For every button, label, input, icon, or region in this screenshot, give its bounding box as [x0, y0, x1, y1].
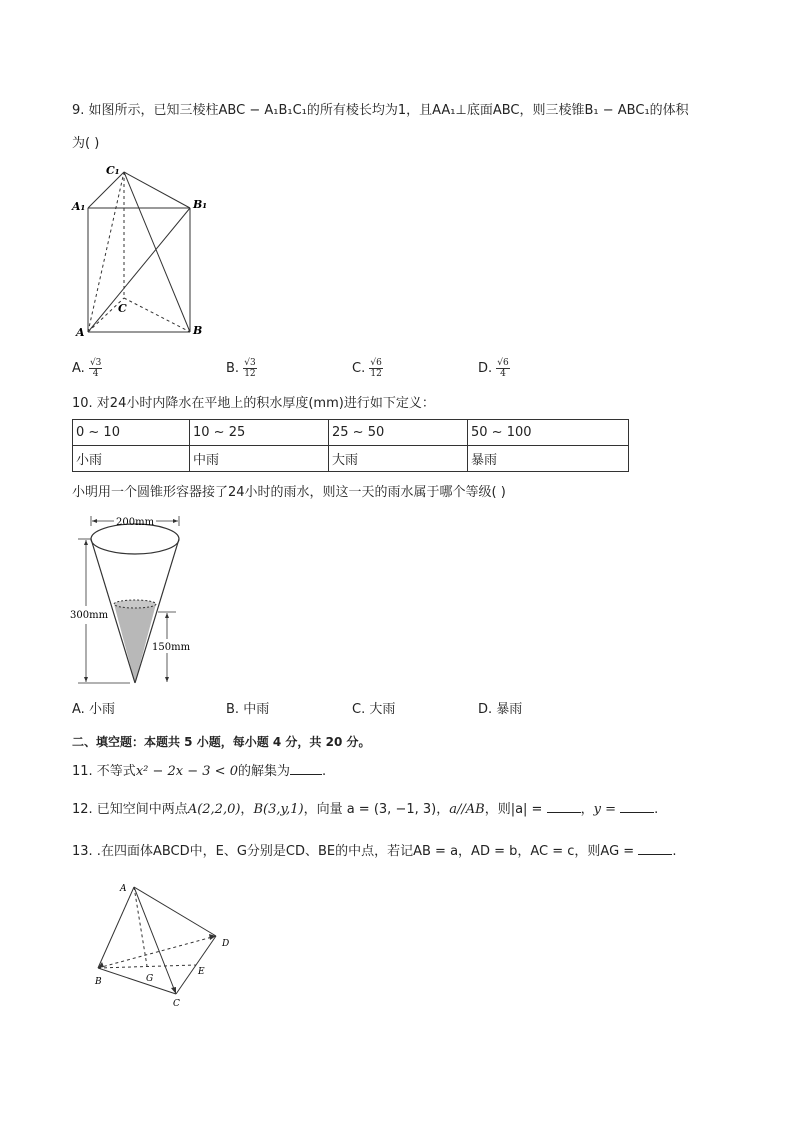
table-cell: 10 ~ 25	[190, 420, 329, 446]
q9-option-d[interactable]	[478, 358, 510, 379]
fraction-numerator: √3	[89, 358, 102, 368]
q12-point-a: A(2,2,0)	[187, 802, 241, 817]
q13-label-E: E	[198, 967, 205, 977]
table-cell: 暴雨	[468, 446, 629, 472]
answer-blank[interactable]	[290, 762, 322, 775]
q12-point-b: B(3,y,1)	[253, 802, 304, 817]
fraction-denominator: 4	[500, 369, 506, 379]
q9-label-A1: A₁	[72, 200, 86, 213]
table-cell: 小雨	[73, 446, 190, 472]
q10-label-water-height: 150mm	[152, 642, 191, 653]
q12-ask-y: y =	[593, 802, 616, 817]
answer-blank[interactable]	[620, 800, 654, 813]
q13-tetrahedron-figure	[88, 878, 238, 1010]
q10-label-cone-height: 300mm	[70, 610, 109, 621]
q11-stem	[72, 762, 326, 782]
q10-cone-figure	[70, 512, 200, 690]
table-cell: 25 ~ 50	[329, 420, 468, 446]
fraction-numerator: √3	[244, 358, 256, 368]
q9-label-B1: B₁	[193, 198, 208, 211]
option-text: 小雨	[88, 702, 115, 717]
q10-option-b[interactable]	[226, 700, 269, 720]
q13-stem	[72, 842, 676, 862]
table-cell: 大雨	[329, 446, 468, 472]
q12-prefix: 12. 已知空间中两点	[72, 802, 188, 817]
q9-label-C: C	[118, 302, 127, 315]
section-heading: 二、填空题：本题共 5 小题，每小题 4 分，共 20 分。	[72, 735, 371, 749]
q10-stem: 10. 对24小时内降水在平地上的积水厚度(mm)进行如下定义：	[72, 396, 435, 411]
q10-stem2: 小明用一个圆锥形容器接了24小时的雨水，则这一天的雨水属于哪个等级( )	[72, 485, 506, 500]
q10-option-d[interactable]	[478, 700, 522, 720]
q13-text: 13. .在四面体ABCD中，E、G分别是CD、BE的中点，若记AB = a，AD = b，AC = c，则AG =	[72, 844, 635, 859]
table-row	[73, 446, 629, 472]
option-text: 暴雨	[496, 702, 523, 717]
q13-label-A: A	[120, 884, 127, 894]
option-letter: D.	[478, 361, 493, 376]
q9-stem-line1: 9. 如图所示，已知三棱柱ABC − A₁B₁C₁的所有棱长均为1，且AA₁⊥底面ABC，则三棱锥B₁ − ABC₁的体积	[72, 103, 689, 118]
fraction-numerator: √6	[497, 358, 509, 368]
fraction-denominator: 12	[244, 369, 256, 379]
q12-ask-magnitude: 则|a| =	[497, 802, 543, 817]
table-cell: 50 ~ 100	[468, 420, 629, 446]
q9-label-B: B	[193, 324, 203, 337]
fraction-denominator: 4	[92, 369, 99, 379]
option-fraction	[243, 358, 256, 379]
fraction-denominator: 12	[370, 369, 382, 379]
option-letter: D.	[478, 702, 493, 717]
q10-label-top-diameter: 200mm	[116, 517, 155, 528]
option-letter: C.	[352, 361, 366, 376]
q10-option-c[interactable]	[352, 700, 395, 720]
q13-label-G: G	[146, 974, 154, 984]
q12-vector: 向量 a = (3, −1, 3)	[316, 802, 437, 817]
q13-end: .	[672, 844, 677, 859]
option-letter: C.	[352, 702, 366, 717]
rainfall-table	[72, 419, 629, 472]
option-letter: B.	[226, 361, 240, 376]
table-cell: 中雨	[190, 446, 329, 472]
option-fraction	[89, 358, 102, 379]
q9-option-b[interactable]	[226, 358, 257, 379]
q11-inequality: x² − 2x − 3 < 0	[135, 764, 238, 779]
answer-blank[interactable]	[547, 800, 581, 813]
option-text: 大雨	[369, 702, 396, 717]
answer-blank[interactable]	[638, 842, 672, 855]
q9-option-a[interactable]	[72, 358, 102, 379]
q13-label-D: D	[222, 939, 230, 949]
q9-label-C1: C₁	[106, 164, 120, 177]
option-fraction	[369, 358, 382, 379]
option-letter: A.	[72, 702, 85, 717]
q9-option-c[interactable]	[352, 358, 383, 379]
q10-option-a[interactable]	[72, 700, 115, 720]
table-row	[73, 420, 629, 446]
q9-label-A: A	[76, 326, 85, 339]
option-text: 中雨	[243, 702, 270, 717]
q11-suffix: 的解集为	[237, 764, 290, 779]
q9-prism-figure	[70, 160, 220, 340]
q12-end: .	[654, 802, 659, 817]
option-fraction	[496, 358, 509, 379]
q13-label-C: C	[173, 999, 180, 1009]
fraction-numerator: √6	[370, 358, 382, 368]
option-letter: A.	[72, 361, 85, 376]
q11-prefix: 11. 不等式	[72, 764, 136, 779]
table-cell: 0 ~ 10	[73, 420, 190, 446]
q11-end: .	[322, 764, 327, 779]
option-letter: B.	[226, 702, 240, 717]
q12-stem: 12. 已知空间中两点A(2,2,0)，B(3,y,1)，向量 a = (3, −1, 3)，a//AB，则|a| = ，y = .	[72, 802, 659, 817]
q12-parallel: a//AB	[449, 802, 485, 817]
q13-label-B: B	[95, 977, 102, 987]
q9-stem-line2: 为( )	[72, 136, 100, 151]
